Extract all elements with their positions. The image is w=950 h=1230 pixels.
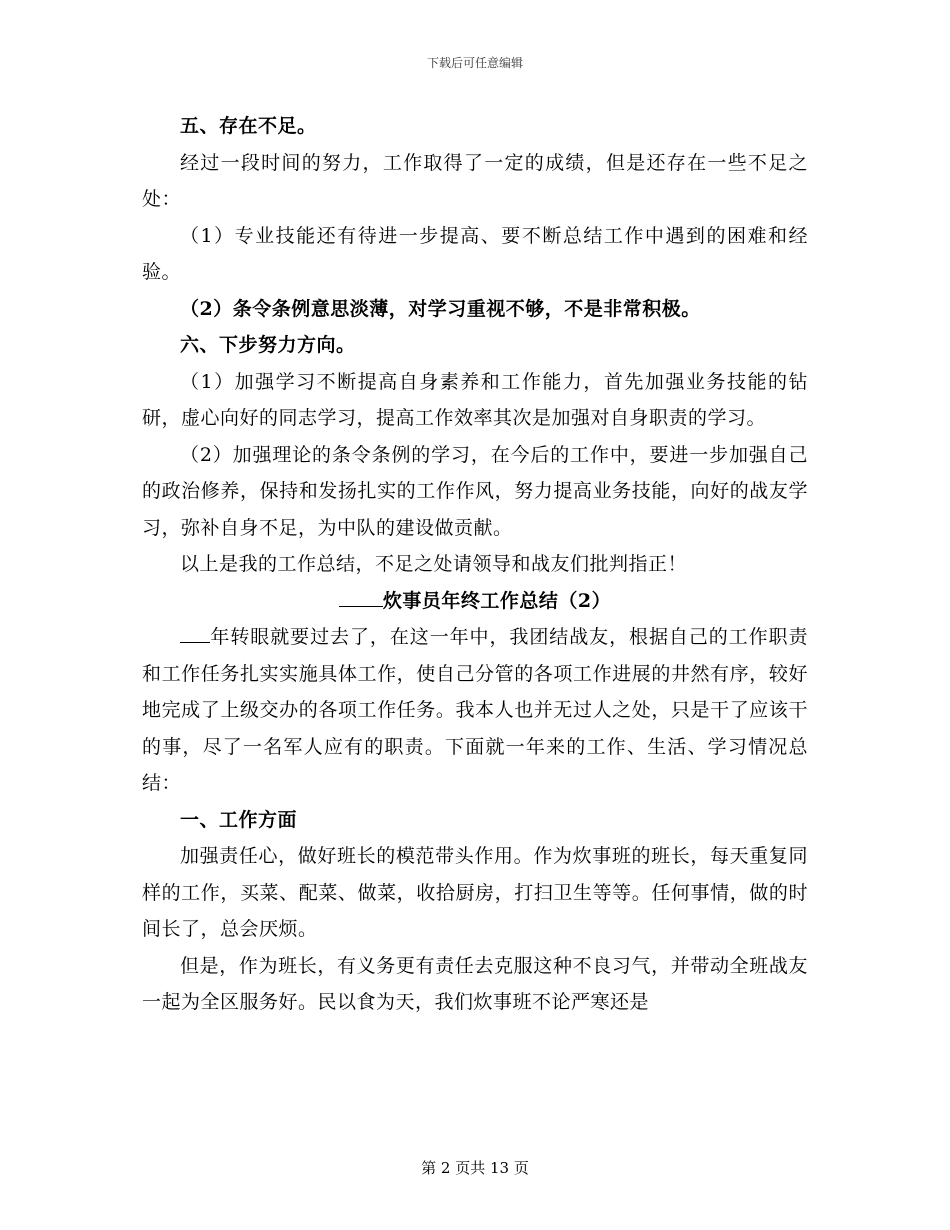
section-6-heading: 六、下步努力方向。 [180, 334, 356, 356]
title-text: 炊事员年终工作总结（2） [382, 589, 612, 612]
intro-paragraph-2 [142, 619, 808, 802]
section-5-item-2: （2）条令条例意思淡薄，对学习重视不够，不是非常积极。 [180, 297, 701, 320]
closing-paragraph: 以上是我的工作总结，不足之处请领导和战友们批判指正！ [180, 553, 688, 575]
part-1-heading: 一、工作方面 [180, 808, 298, 831]
page-number: 第 2 页共 13 页 [421, 1159, 529, 1177]
section-5-intro: 经过一段时间的努力，工作取得了一定的成绩，但是还存在一些不足之处： [142, 151, 808, 210]
section-6-item-2: （2）加强理论的条令条例的学习，在今后的工作中，要进一步加强自己的政治修养，保持和发扬扎实的工作作风，努力提高业务技能，向好的战友学习，弥补自身不足，为中队的建设做贡献。 [142, 443, 808, 539]
part-1-body-1: 加强责任心，做好班长的模范带头作用。作为炊事班的班长，每天重复同样的工作，买菜、配菜、做菜，收拾厨房，打扫卫生等等。任何事情，做的时间长了，总会厌烦。 [142, 845, 808, 940]
section-5-item-1: （1）专业技能还有待进一步提高、要不断总结工作中遇到的困难和经验。 [142, 224, 808, 283]
title-blank [339, 606, 383, 607]
section-title-2 [142, 583, 808, 620]
intro-text: 年转眼就要过去了，在这一年中，我团结战友，根据自己的工作职责和工作任务扎实实施具体工作，使自己分管的各项工作进展的井然有序，较好地完成了上级交办的各项工作任务。我本人也并无过人之处，只是干了应该干的事，尽了一名军人应有的职责。下面就一年来的工作、生活、学习情况总结： [142, 626, 808, 794]
section-5-heading: 五、存在不足。 [180, 115, 317, 137]
header-note: 下载后可任意编辑 [426, 56, 523, 70]
section-6-item-1: （1）加强学习不断提高自身素养和工作能力，首先加强业务技能的钻研，虚心向好的同志学习，提高工作效率其次是加强对自身职责的学习。 [142, 370, 808, 429]
document-body [142, 108, 808, 1021]
year-blank [180, 642, 210, 643]
part-1-body-2: 但是，作为班长，有义务更有责任去克服这种不良习气，并带动全班战友一起为全区服务好。民以食为天，我们炊事班不论严寒还是 [142, 954, 808, 1013]
